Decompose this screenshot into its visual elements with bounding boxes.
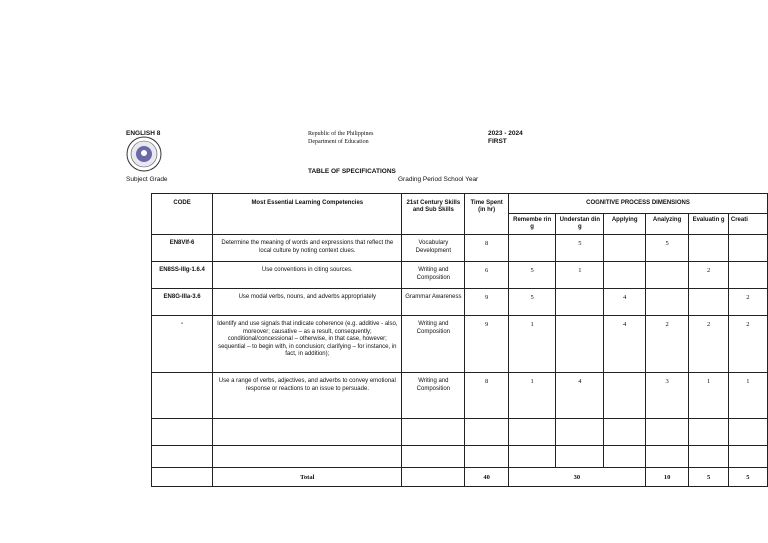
page-title: TABLE OF SPECIFICATIONS [308,168,396,175]
row-applying [604,262,645,289]
header-time: Time Spent (in hr) [465,194,509,235]
row-remembering: 1 [509,373,556,419]
row-time: 6 [465,262,509,289]
row-skill: Vocabulary Development [402,235,465,262]
row-applying [604,373,645,419]
row-skill: Writing and Composition [402,316,465,373]
header-remembering: Remembe rin g [509,214,556,235]
total-label: Total [213,468,402,487]
year-block [488,130,523,145]
row-analyzing: 5 [645,235,688,262]
subject-grade-label: Subject Grade [126,176,168,183]
republic-text: Republic of the Philippines [308,131,374,137]
row-code: EN8SS-IIIg-1.6.4 [152,262,213,289]
row-code [152,373,213,419]
header-evaluating: Evaluatin g [689,214,729,235]
total-evaluating: 5 [689,468,729,487]
school-year: 2023 - 2024 [488,130,523,137]
row-competency: Determine the meaning of words and expressions that reflect the local culture by noting context clues. [213,235,402,262]
header-analyzing: Analyzing [645,214,688,235]
row-competency: Use a range of verbs, adjectives, and adverbs to convey emotional response or reactions to an issue to persuade. [213,373,402,419]
row-time: 9 [465,316,509,373]
table-row [152,235,768,262]
row-remembering: 1 [509,316,556,373]
row-creating [728,262,767,289]
row-competency: Use conventions in citing sources. [213,262,402,289]
row-applying [604,235,645,262]
table-row [152,373,768,419]
header-code: CODE [152,194,213,235]
total-time: 40 [465,468,509,487]
row-code: EN8G-IIIa-3.6 [152,289,213,316]
row-time: 8 [465,373,509,419]
grading-period-label: Grading Period School Year [398,176,479,183]
row-analyzing: 3 [645,373,688,419]
header-republic [308,130,374,146]
header-understanding: Understan din g [556,214,604,235]
row-understanding: 4 [556,373,604,419]
total-analyzing: 10 [645,468,688,487]
row-evaluating: 2 [689,316,729,373]
row-analyzing: 2 [645,316,688,373]
grading-period: FIRST [488,137,507,145]
row-skill: Grammar Awareness [402,289,465,316]
header-creating: Creati [728,214,767,235]
row-applying: 4 [604,316,645,373]
header-cognitive: COGNITIVE PROCESS DIMENSIONS [509,194,768,214]
department-text: Department of Education [308,139,369,145]
total-creating: 5 [728,468,767,487]
empty-row [152,419,768,446]
table-row [152,262,768,289]
row-understanding [556,289,604,316]
table-row [152,316,768,373]
row-analyzing [645,262,688,289]
header-applying: Applying [604,214,645,235]
row-evaluating [689,289,729,316]
row-skill: Writing and Composition [402,373,465,419]
specifications-table [151,193,768,487]
row-creating: 2 [728,289,767,316]
row-skill: Writing and Composition [402,262,465,289]
deped-seal-logo [126,136,162,172]
row-creating: 1 [728,373,767,419]
row-time: 9 [465,289,509,316]
empty-row [152,446,768,468]
row-competency: Use modal verbs, nouns, and adverbs appropriately [213,289,402,316]
total-rem-und-app: 30 [509,468,646,487]
row-remembering: 5 [509,262,556,289]
header-skills: 21st Century Skills and Sub Skills [402,194,465,235]
table-row [152,289,768,316]
row-time: 8 [465,235,509,262]
row-competency: Identify and use signals that indicate coherence (e.g. additive - also, moreover; causative – as a result, consequently; conditional/concessional – otherwise, in that case, however; sequential – to begin with, in conclusion; clarifying – for instance, in fact, in addition); [213,316,402,373]
row-remembering: 5 [509,289,556,316]
row-understanding: 5 [556,235,604,262]
total-row [152,468,768,487]
row-code: EN8VIf-6 [152,235,213,262]
row-analyzing [645,289,688,316]
subject-title: ENGLISH 8 [126,130,161,137]
row-understanding [556,316,604,373]
header-competencies: Most Essential Learning Competencies [213,194,402,235]
row-remembering [509,235,556,262]
row-understanding: 1 [556,262,604,289]
row-evaluating: 1 [689,373,729,419]
row-evaluating: 2 [689,262,729,289]
row-creating: 2 [728,316,767,373]
row-code: - [152,316,213,373]
row-creating [728,235,767,262]
row-evaluating [689,235,729,262]
row-applying: 4 [604,289,645,316]
